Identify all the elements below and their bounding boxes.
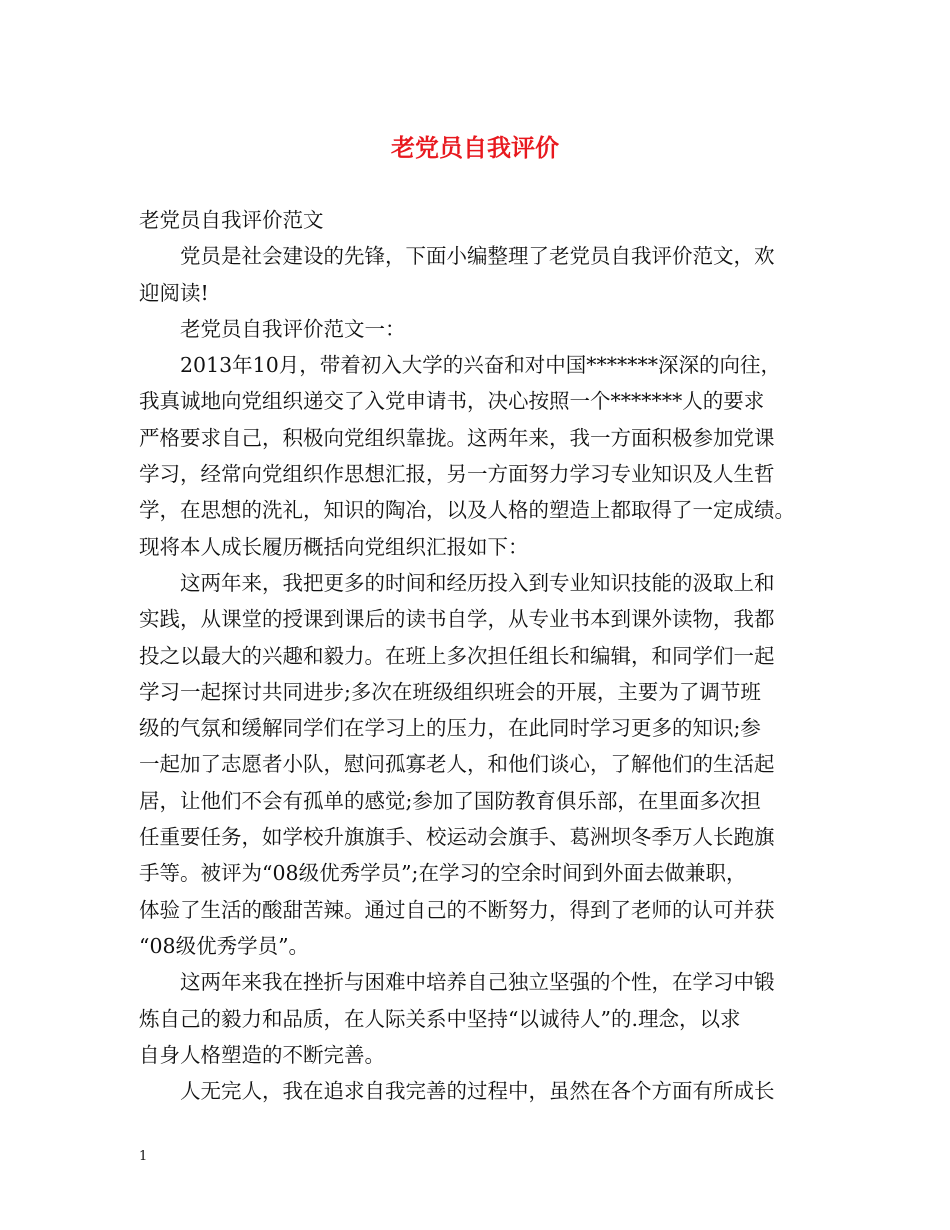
document-title: 老党员自我评价 xyxy=(391,133,559,162)
document-body xyxy=(139,202,819,1109)
paragraph-line: 实践，从课堂的授课到课后的读书自学，从专业书本到课外读物，我都 xyxy=(139,607,775,632)
paragraph-line: 级的气氛和缓解同学们在学习上的压力，在此同时学习更多的知识;参 xyxy=(139,716,761,741)
paragraph-line: 党员是社会建设的先锋，下面小编整理了老党员自我评价范文，欢 xyxy=(180,244,775,269)
paragraph-line: 炼自己的毅力和品质，在人际关系中坚持“以诚待人”的.理念，以求 xyxy=(139,1006,741,1031)
paragraph-line: 一起加了志愿者小队，慰问孤寡老人，和他们谈心，了解他们的生活起 xyxy=(139,752,775,777)
paragraph-line: 居，让他们不会有孤单的感觉;参加了国防教育俱乐部，在里面多次担 xyxy=(139,788,761,813)
paragraph-line: 老党员自我评价范文一： xyxy=(180,316,406,341)
paragraph-line: 这两年来，我把更多的时间和经历投入到专业知识技能的汲取上和 xyxy=(180,570,775,595)
paragraph-line: 严格要求自己，积极向党组织靠拢。这两年来，我一方面积极参加党课 xyxy=(139,425,775,450)
paragraph-line: 现将本人成长履历概括向党组织汇报如下： xyxy=(139,534,529,559)
paragraph-line: 任重要任务，如学校升旗旗手、校运动会旗手、葛洲坝冬季万人长跑旗 xyxy=(139,825,775,850)
document-subtitle: 老党员自我评价范文 xyxy=(139,208,324,232)
paragraph-line: 2013年10月，带着初入大学的兴奋和对中国*******深深的向往， xyxy=(180,353,782,378)
page-number: 1 xyxy=(139,1149,148,1164)
paragraph-line: 手等。被评为“08级优秀学员”;在学习的空余时间到外面去做兼职， xyxy=(139,861,747,886)
paragraph-line: 体验了生活的酸甜苦辣。通过自己的不断努力，得到了老师的认可并获 xyxy=(139,897,775,922)
paragraph-line: 学习一起探讨共同进步;多次在班级组织班会的开展，主要为了调节班 xyxy=(139,679,761,704)
paragraph-line: 自身人格塑造的不断完善。 xyxy=(139,1042,385,1067)
paragraph-line: 迎阅读! xyxy=(139,280,209,305)
paragraph-line: 这两年来我在挫折与困难中培养自己独立坚强的个性，在学习中锻 xyxy=(180,970,775,995)
paragraph-line: 我真诚地向党组织递交了入党申请书，决心按照一个*******人的要求 xyxy=(139,389,765,414)
paragraph-line: 投之以最大的兴趣和毅力。在班上多次担任组长和编辑，和同学们一起 xyxy=(139,643,775,668)
paragraph-line: 学习，经常向党组织作思想汇报，另一方面努力学习专业知识及人生哲 xyxy=(139,462,775,487)
paragraph-line: 学，在思想的洗礼，知识的陶冶，以及人格的塑造上都取得了一定成绩。 xyxy=(139,498,795,523)
paragraph-line: “08级优秀学员”。 xyxy=(139,933,310,958)
paragraph-line: 人无完人，我在追求自我完善的过程中，虽然在各个方面有所成长 xyxy=(180,1079,775,1104)
